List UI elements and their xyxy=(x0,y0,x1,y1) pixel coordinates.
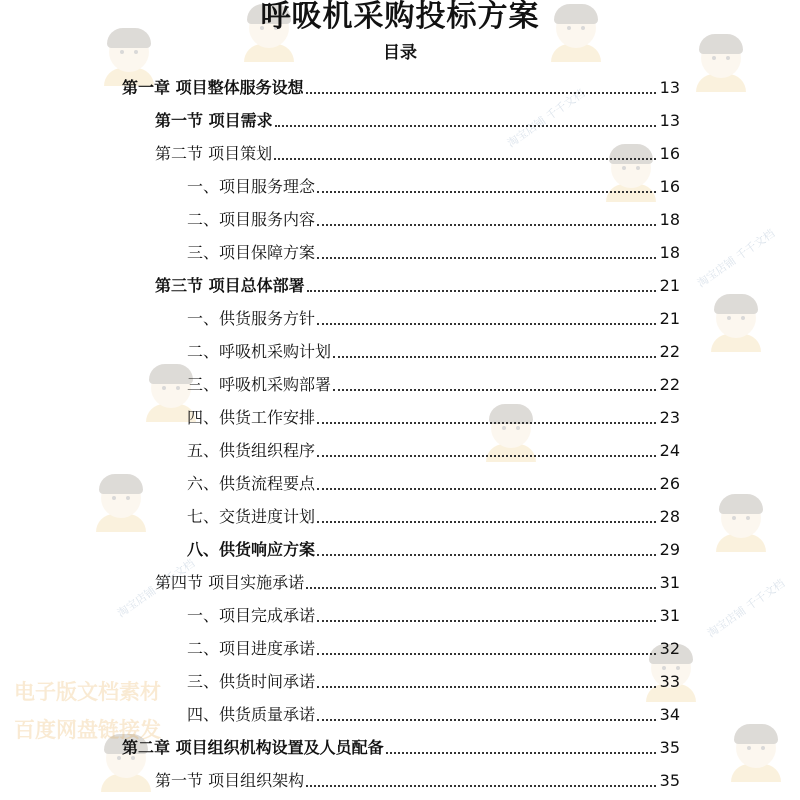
toc-entry-label: 二、项目进度承诺 xyxy=(187,639,316,658)
toc-entry[interactable] xyxy=(187,303,680,329)
toc-leader-dots xyxy=(275,124,656,127)
toc-entry-page-number: 34 xyxy=(659,705,680,724)
toc-entry-page-number: 22 xyxy=(659,342,680,361)
toc-entry-page-number: 23 xyxy=(659,408,680,427)
toc-entry-page-number: 35 xyxy=(659,738,680,757)
toc-entry[interactable] xyxy=(187,633,680,659)
toc-entry[interactable] xyxy=(122,732,680,758)
toc-leader-dots xyxy=(317,685,656,688)
toc-entry-page-number: 24 xyxy=(659,441,680,460)
toc-entry[interactable] xyxy=(187,237,680,263)
toc-entry-page-number: 32 xyxy=(659,639,680,658)
toc-leader-dots xyxy=(307,289,656,292)
toc-entry[interactable] xyxy=(187,600,680,626)
toc-entry-label: 三、供货时间承诺 xyxy=(187,672,316,691)
toc-leader-dots xyxy=(317,421,656,424)
toc-entry[interactable] xyxy=(187,435,680,461)
watermark-avatar-icon xyxy=(725,720,787,782)
toc-entry-label: 一、项目服务理念 xyxy=(187,177,316,196)
toc-entry-page-number: 16 xyxy=(659,144,680,163)
toc-entry-page-number: 26 xyxy=(659,474,680,493)
toc-entry-label: 第一章 项目整体服务设想 xyxy=(122,78,304,97)
toc-entry[interactable] xyxy=(187,699,680,725)
toc-entry-label: 八、供货响应方案 xyxy=(187,540,316,559)
watermark-avatar-icon xyxy=(710,490,772,552)
toc-entry-page-number: 22 xyxy=(659,375,680,394)
watermark-tag: 淘宝店铺 千千文档 xyxy=(694,226,778,290)
toc-entry[interactable] xyxy=(187,171,680,197)
toc-leader-dots xyxy=(306,91,656,94)
toc-entry-page-number: 21 xyxy=(659,309,680,328)
toc-entry-page-number: 13 xyxy=(659,111,680,130)
toc-entry[interactable] xyxy=(187,402,680,428)
toc-entry-label: 三、项目保障方案 xyxy=(187,243,316,262)
toc-entry-label: 七、交货进度计划 xyxy=(187,507,316,526)
toc-entry-page-number: 13 xyxy=(659,78,680,97)
toc-leader-dots xyxy=(333,388,656,391)
toc-entry[interactable] xyxy=(187,369,680,395)
watermark-text: 电子版文档素材 xyxy=(14,680,161,704)
toc-entry-label: 第三节 项目总体部署 xyxy=(155,276,305,295)
toc-heading: 目录 xyxy=(383,43,417,63)
toc-leader-dots xyxy=(317,322,656,325)
toc-leader-dots xyxy=(317,487,656,490)
toc-entry[interactable] xyxy=(155,567,680,593)
toc-entry-label: 第一节 项目组织架构 xyxy=(155,771,305,790)
toc-entry-label: 五、供货组织程序 xyxy=(187,441,316,460)
toc-entry-label: 三、呼吸机采购部署 xyxy=(187,375,332,394)
toc-entry-label: 四、供货工作安排 xyxy=(187,408,316,427)
toc-entry-page-number: 28 xyxy=(659,507,680,526)
toc-entry[interactable] xyxy=(187,468,680,494)
toc-entry[interactable] xyxy=(155,105,680,131)
toc-leader-dots xyxy=(306,586,656,589)
toc-entry-page-number: 18 xyxy=(659,243,680,262)
toc-entry-label: 六、供货流程要点 xyxy=(187,474,316,493)
toc-entry-page-number: 18 xyxy=(659,210,680,229)
toc-entry[interactable] xyxy=(155,270,680,296)
toc-entry[interactable] xyxy=(155,765,680,791)
toc-entry-label: 第二节 项目策划 xyxy=(155,144,273,163)
toc-entry-page-number: 16 xyxy=(659,177,680,196)
watermark-text: 百度网盘链接发 xyxy=(14,718,161,742)
toc-entry-label: 四、供货质量承诺 xyxy=(187,705,316,724)
toc-entry[interactable] xyxy=(187,204,680,230)
toc-entry-page-number: 21 xyxy=(659,276,680,295)
toc-entry-label: 第四节 项目实施承诺 xyxy=(155,573,305,592)
toc-entry-page-number: 35 xyxy=(659,771,680,790)
toc-entry-page-number: 31 xyxy=(659,573,680,592)
toc-entry[interactable] xyxy=(187,666,680,692)
toc-entry-page-number: 33 xyxy=(659,672,680,691)
toc-entry[interactable] xyxy=(155,138,680,164)
toc-leader-dots xyxy=(317,652,656,655)
toc-entry[interactable] xyxy=(122,72,680,98)
toc-entry-label: 二、项目服务内容 xyxy=(187,210,316,229)
document-title: 呼吸机采购投标方案 xyxy=(260,0,540,34)
toc-entry[interactable] xyxy=(187,336,680,362)
toc-leader-dots xyxy=(317,619,656,622)
toc-leader-dots xyxy=(317,718,656,721)
toc-leader-dots xyxy=(274,157,656,160)
toc-entry-label: 一、供货服务方针 xyxy=(187,309,316,328)
toc-leader-dots xyxy=(317,256,656,259)
toc-leader-dots xyxy=(306,784,656,787)
toc-leader-dots xyxy=(317,553,656,556)
toc-leader-dots xyxy=(317,520,656,523)
toc-entry-label: 二、呼吸机采购计划 xyxy=(187,342,332,361)
watermark-tag: 淘宝店铺 千千文档 xyxy=(114,556,198,620)
watermark-avatar-icon xyxy=(705,290,767,352)
toc-entry-label: 第二章 项目组织机构设置及人员配备 xyxy=(122,738,384,757)
toc-leader-dots xyxy=(386,751,656,754)
watermark-tag: 淘宝店铺 千千文档 xyxy=(704,576,788,640)
toc-leader-dots xyxy=(317,223,656,226)
toc-entry[interactable] xyxy=(187,501,680,527)
watermark-tag: 淘宝店铺 千千文档 xyxy=(504,86,588,150)
toc-entry[interactable] xyxy=(187,534,680,560)
toc-entry-label: 一、项目完成承诺 xyxy=(187,606,316,625)
toc-leader-dots xyxy=(317,454,656,457)
toc-entry-page-number: 31 xyxy=(659,606,680,625)
toc-leader-dots xyxy=(317,190,656,193)
toc-entry-label: 第一节 项目需求 xyxy=(155,111,273,130)
watermark-avatar-icon xyxy=(90,470,152,532)
toc-leader-dots xyxy=(333,355,656,358)
toc-entry-page-number: 29 xyxy=(659,540,680,559)
